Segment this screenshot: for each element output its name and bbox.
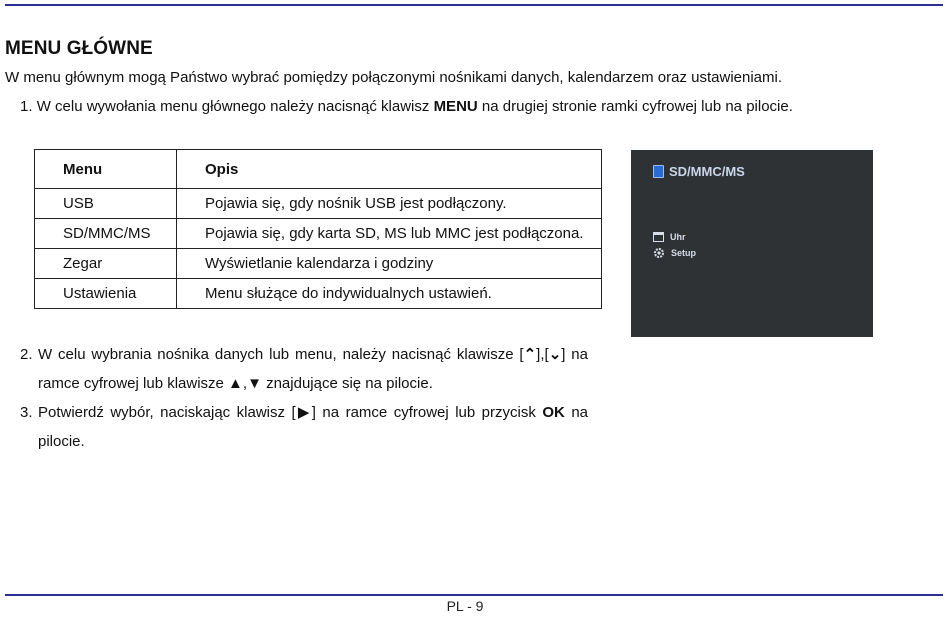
page-number: PL - 9 <box>446 598 484 614</box>
screen-item-setup <box>653 247 696 259</box>
table-cell: SD/MMC/MS <box>35 219 177 249</box>
screen-item-label: Setup <box>671 248 697 258</box>
screen-title-text: SD/MMC/MS <box>669 164 745 179</box>
menu-table <box>34 149 602 309</box>
table-header-row <box>35 150 602 189</box>
step-3-text-b: na pilocie. <box>38 404 589 450</box>
screen-item-uhr <box>653 232 686 242</box>
top-rule <box>5 4 943 6</box>
up-arrow-icon: ⌃ <box>523 346 537 363</box>
step-1-key: MENU <box>433 98 478 115</box>
step-1 <box>20 98 793 115</box>
page-title: MENU GŁÓWNE <box>5 38 153 59</box>
screen-title <box>653 164 745 179</box>
step-1-text-after: na drugiej stronie ramki cyfrowej lub na pilocie. <box>481 98 793 115</box>
step-2-text-b: ],[ <box>536 346 549 363</box>
memory-card-icon <box>653 165 664 178</box>
step-3-number: 3. <box>20 404 33 421</box>
table-row <box>35 189 602 219</box>
intro-paragraph: W menu głównym mogą Państwo wybrać pomiędzy połączonymi nośnikami danych, kalendarzem oraz ustawieniami. <box>5 69 783 86</box>
calendar-icon <box>653 232 664 242</box>
step-2-text <box>38 340 588 398</box>
gear-icon <box>653 247 665 259</box>
screen-item-label: Uhr <box>670 232 686 242</box>
table-cell: Pojawia się, gdy nośnik USB jest podłączony. <box>177 189 602 219</box>
bottom-rule <box>5 594 943 596</box>
step-2-number: 2. <box>20 346 33 363</box>
table-row <box>35 279 602 309</box>
table-cell: USB <box>35 189 177 219</box>
table-header: Opis <box>177 150 602 189</box>
step-3-text-a: Potwierdź wybór, naciskając klawisz [▶] na ramce cyfrowej lub przycisk <box>38 404 536 421</box>
ok-key: OK <box>542 404 565 421</box>
step-3 <box>20 398 588 456</box>
step-2-text-c: ] na ramce cyfrowej lub klawisze ▲,▼ znajdujące się na pilocie. <box>38 346 588 392</box>
table-cell: Ustawienia <box>35 279 177 309</box>
table-cell: Zegar <box>35 249 177 279</box>
table-row <box>35 249 602 279</box>
table-cell: Menu służące do indywidualnych ustawień. <box>177 279 602 309</box>
device-screen-photo <box>631 150 873 337</box>
step-1-number: 1. <box>20 98 33 115</box>
step-3-text <box>38 398 588 456</box>
table-header: Menu <box>35 150 177 189</box>
down-arrow-icon: ⌄ <box>548 346 562 363</box>
step-2 <box>20 340 588 398</box>
table-row <box>35 219 602 249</box>
step-1-text-before: W celu wywołania menu głównego należy nacisnąć klawisz <box>36 98 430 115</box>
step-2-text-a: W celu wybrania nośnika danych lub menu, należy nacisnąć klawisze [ <box>38 346 524 363</box>
table-cell: Wyświetlanie kalendarza i godziny <box>177 249 602 279</box>
table-cell: Pojawia się, gdy karta SD, MS lub MMC jest podłączona. <box>177 219 602 249</box>
